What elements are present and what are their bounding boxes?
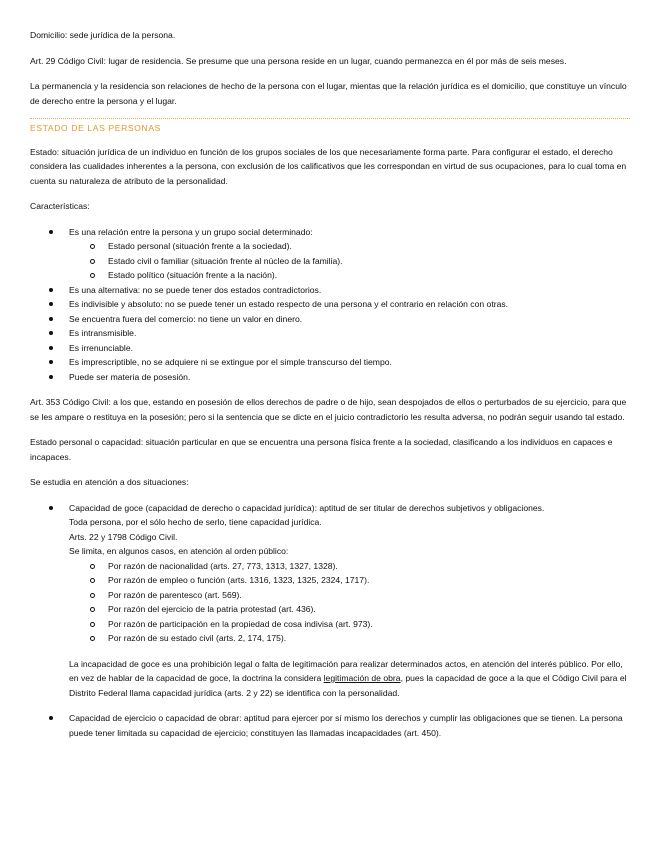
art29-paragraph: Art. 29 Código Civil: lugar de residencia. Se presume que una persona reside en un lugar, cuando permanezca en él por más de seis meses. xyxy=(30,55,567,66)
goce-line: Capacidad de goce (capacidad de derecho o capacidad jurídica): aptitud de ser titular de derechos subjetivos y obligaciones. xyxy=(69,502,545,513)
caracteristicas-label: Características: xyxy=(30,201,90,211)
document-page xyxy=(30,28,630,740)
list-item: Es indivisible y absoluto: no se puede tener un estado respecto de una persona y el contrario en relación con otras. xyxy=(30,297,630,312)
list-item: Es una alternativa: no se puede tener dos estados contradictorios. xyxy=(30,283,630,298)
incapacidad-text-a: La incapacidad de goce es una prohibición legal o falta de legitimación para realizar determinados actos, en atención del interés público. Por ello, en vez de hablar de la capacidad de goce, la doctrina la considera xyxy=(69,658,623,683)
list-item xyxy=(30,225,630,283)
goce-line: Se limita, en algunos casos, en atención al orden público: xyxy=(69,546,289,556)
section-title: ESTADO DE LAS PERSONAS xyxy=(30,123,161,133)
estado-definition: Estado: situación jurídica de un individuo en función de los grupos sociales de los que necesariamente forma parte. Para configurar el estado, el derecho considera las cualidades inherentes a la persona, con exclusión de los calificativos que les correspondan en virtud de sus ocupaciones, para lo cual toma en cuenta su naturaleza de atributo de la personalidad. xyxy=(30,146,627,186)
list-item: Es irrenunciable. xyxy=(30,341,630,356)
list-item: Es intransmisible. xyxy=(30,326,630,341)
list-item: Estado civil o familiar (situación frente al núcleo de la familia). xyxy=(69,254,630,269)
list-item: Por razón de su estado civil (arts. 2, 174, 175). xyxy=(69,631,630,646)
se-estudia-paragraph: Se estudia en atención a dos situaciones: xyxy=(30,477,189,487)
list-item: Por razón de nacionalidad (arts. 27, 773, 1313, 1327, 1328). xyxy=(69,559,630,574)
capacidad-ejercicio-item: Capacidad de ejercicio o capacidad de obrar: aptitud para ejercer por sí mismo los derechos y cumplir las obligaciones que se tienen. La persona puede tener limitada su capacidad de ejercicio; constituyen las llamadas incapacidades (art. 450). xyxy=(30,711,630,740)
list-item: Es imprescriptible, no se adquiere ni se extingue por el simple transcurso del tiempo. xyxy=(30,355,630,370)
capacidad-list xyxy=(30,501,630,646)
capacidad-ejercicio-list xyxy=(30,711,630,740)
art353-paragraph: Art. 353 Código Civil: a los que, estando en posesión de ellos derechos de padre o de hijo, sean despojados de ellos o perturbados de su ejercicio, para que se les ampare o restituya en la posesión; pero si la sentencia que se dicte en el juicio contradictorio les resulta adversa, no podrán seguir usando tal estado. xyxy=(30,397,627,422)
list-item: Puede ser materia de posesión. xyxy=(30,370,630,385)
list-item: Estado político (situación frente a la nación). xyxy=(69,268,630,283)
list-item-text: Es una relación entre la persona y un grupo social determinado: xyxy=(69,226,313,237)
list-item: Por razón de participación en la propiedad de cosa indivisa (art. 973). xyxy=(69,617,630,632)
domicilio-paragraph: Domicilio: sede jurídica de la persona. xyxy=(30,30,176,40)
estado-personal-paragraph: Estado personal o capacidad: situación particular en que se encuentra una persona física frente a la sociedad, clasificando a los individuos en capaces e incapaces. xyxy=(30,437,613,462)
legitimacion-link[interactable]: legitimación de obra xyxy=(323,673,401,683)
permanencia-paragraph: La permanencia y la residencia son relaciones de hecho de la persona con el lugar, mientas que la relación jurídica es el domicilio, que constituye un vínculo de derecho entre la persona y el lugar. xyxy=(30,81,627,106)
section-divider xyxy=(30,118,630,119)
list-item: Por razón de parentesco (art. 569). xyxy=(69,588,630,603)
incapacidad-text-b: , pues la capacidad de goce a la que el Código Civil para el Distrito Federal llama capacidad jurídica (arts. 2 y 22) se identifica con la personalidad. xyxy=(69,673,627,698)
capacidad-goce-item xyxy=(30,501,630,646)
list-item: Se encuentra fuera del comercio: no tiene un valor en dinero. xyxy=(30,312,630,327)
goce-line: Toda persona, por el sólo hecho de serlo, tiene capacidad jurídica. xyxy=(69,517,322,527)
estado-types-list xyxy=(69,239,630,283)
list-item: Por razón del ejercicio de la patria protestad (art. 436). xyxy=(69,602,630,617)
goce-line: Arts. 22 y 1798 Código Civil. xyxy=(69,531,178,542)
goce-limits-list xyxy=(69,559,630,646)
list-item: Estado personal (situación frente a la sociedad). xyxy=(69,239,630,254)
list-item: Por razón de empleo o función (arts. 1316, 1323, 1325, 2324, 1717). xyxy=(69,573,630,588)
incapacidad-goce-paragraph xyxy=(30,657,630,701)
characteristics-list xyxy=(30,225,630,385)
